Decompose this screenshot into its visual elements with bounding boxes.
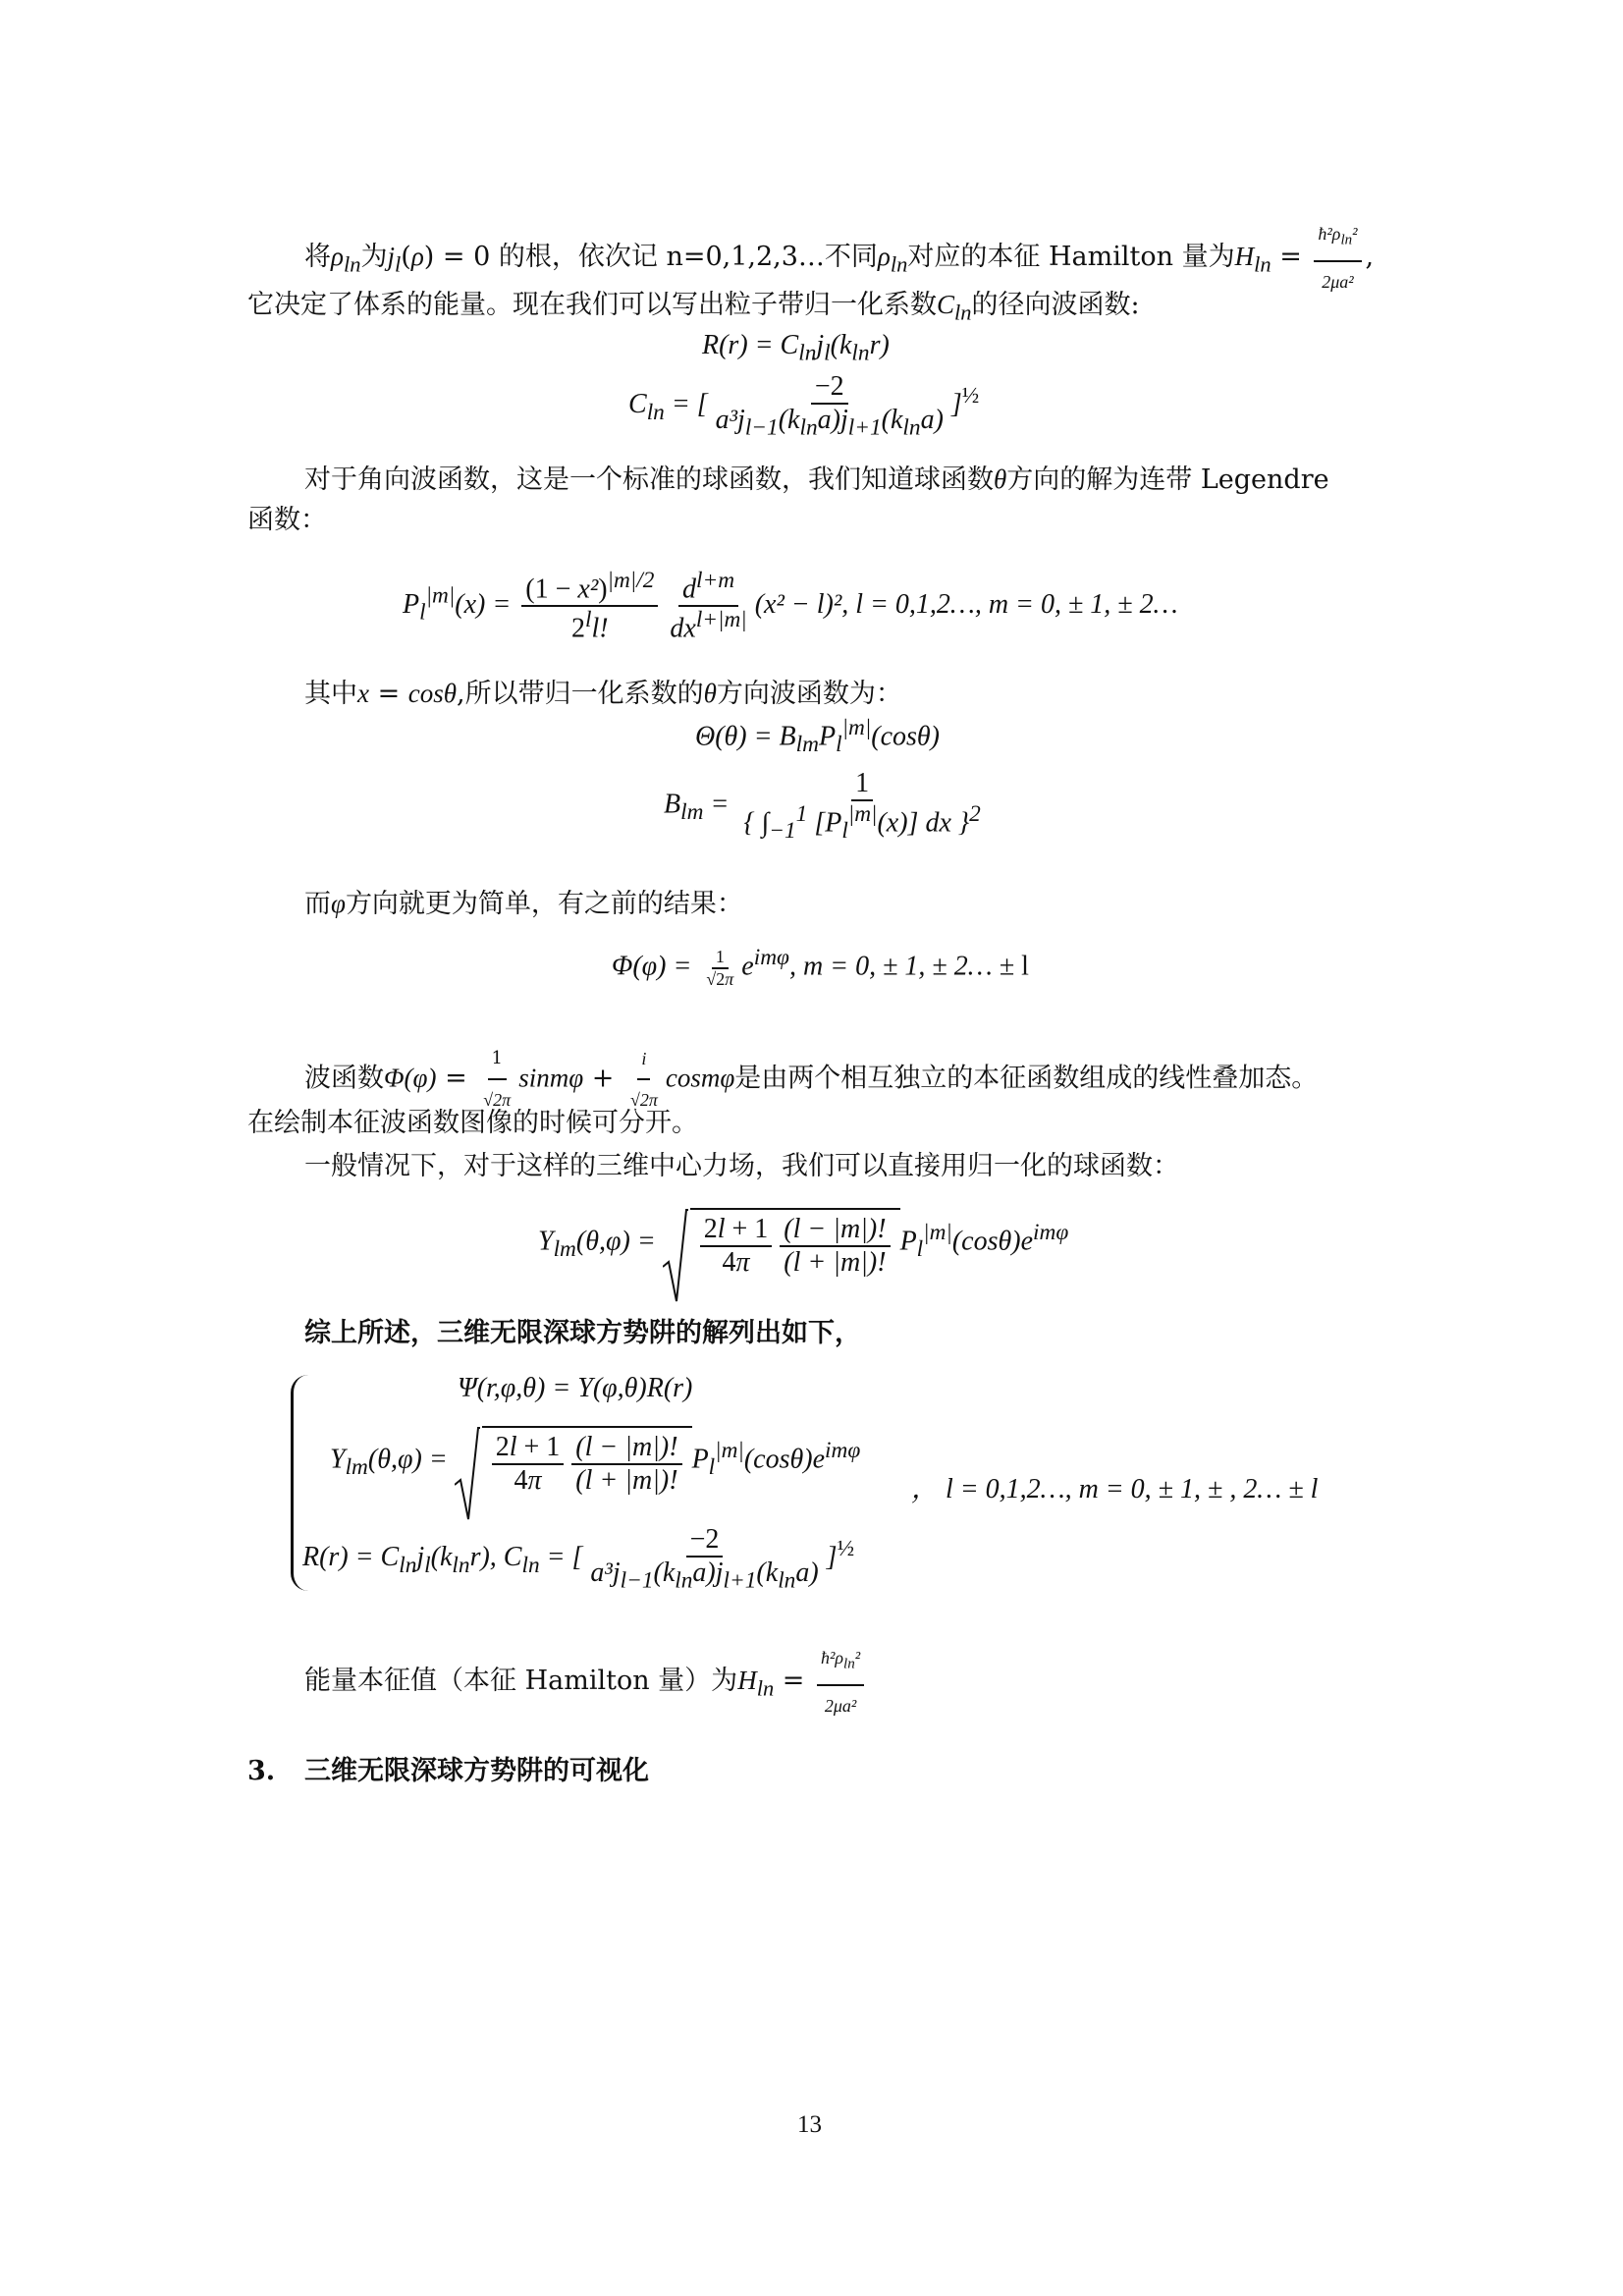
paragraph-5-line-1: 波函数Φ(φ) = $\frac{1}{√2\pi}$ sinmφ + $\frac{i}{√2\pi}$ cosmφ是由两个相互独立的本征函数组成的线性叠加态。 bbox=[304, 1039, 1318, 1120]
paragraph-2-line-2: 函数： bbox=[247, 505, 327, 535]
energy-line: 能量本征值（本征 Hamilton 量）为$H_{ln}$ = $\frac{ħ^2\rho_{ln}^2}{\text{2μa²}}$ bbox=[304, 1638, 868, 1725]
sqrt-sign-icon bbox=[455, 1426, 480, 1524]
paragraph-2-line-1: 对于角向波函数，这是一个标准的球函数，我们知道球函数θ方向的解为连带 Legendre bbox=[304, 465, 1329, 495]
paragraph-3: 其中x = cosθ,所以带归一化系数的θ方向波函数为： bbox=[304, 679, 902, 709]
page-number: 13 bbox=[797, 2111, 822, 2138]
system-row-1: Ψ(r,φ,θ) = Y(φ,θ)R(r) bbox=[458, 1373, 693, 1403]
system-row-2: $Y_{lm}(\theta,\varphi)$ = $\frac{2l + 1}{4\pi}$ $\frac{(l - |m|)!}{(l + |m|)!}$ $P_l^{|m|}(\cos\theta)e^{im\varphi}$ bbox=[330, 1426, 860, 1497]
system-condition: ， l = 0,1,2…, m = 0, ± 1, ± , 2… ± l bbox=[911, 1474, 1319, 1504]
equation-normalization-b: $B_{lm}$ = $\frac{1}{\{ \int_{-1}^1 [P_l^{|m|}(x)] dx \}^2}$ bbox=[664, 768, 981, 844]
paragraph-1-line-1: 将$\rho_{ln}$为$j_l(\rho) = 0$ 的根，依次记 n=0,1,2,3…不同$\rho_{ln}$对应的本征 Hamilton 量为$H_{ln}$ = $\frac{ħ^2\rho_{ln}^2}{\text{2μa²}}$ , bbox=[304, 214, 1374, 301]
equation-normalization-c: $C_{ln}$ = [ $\frac{-2}{a^3j_{l-1}(k_{ln}a)j_{l+1}(k_{ln}a)}$ ]$^{\frac{1}{2}}$ bbox=[628, 371, 980, 441]
paragraph-4: 而φ方向就更为简单，有之前的结果： bbox=[304, 889, 743, 919]
section-title: 三维无限深球方势阱的可视化 bbox=[304, 1756, 649, 1786]
equation-phi: Φ(φ) = $\frac{1}{√2\pi}$ $e^{im\varphi}$, m = 0, ± 1, ± 2… ± l bbox=[612, 945, 1029, 989]
equation-radial: $R(r) = C_{ln}j_l(k_{ln}r)$ bbox=[702, 330, 890, 366]
sqrt-sign-icon bbox=[663, 1208, 688, 1306]
equation-legendre: $P_l^{|m|}(x)$ = $\frac{(1 - x^2)^{|m|/2}}{2^ll!}$ $\frac{d^{l+m}}{dx^{l+|m|}}$ (x² − l)², l = 0,1,2…, m = 0, ± 1, ± 2… bbox=[403, 568, 1178, 644]
section-number: 3. bbox=[247, 1756, 276, 1786]
paragraph-5-line-2: 在绘制本征波函数图像的时候可分开。 bbox=[247, 1108, 698, 1138]
summary-heading: 综上所述，三维无限深球方势阱的解列出如下， bbox=[304, 1318, 861, 1348]
equation-spherical-harmonic: $Y_{lm}(\theta,\varphi)$ = $\frac{2l + 1}{4\pi}$ $\frac{(l - |m|)!}{(l + |m|)!}$ $P_l^{|m|}(\cos\theta)e^{im\varphi}$ bbox=[538, 1208, 1068, 1279]
paragraph-1-line-2: 它决定了体系的能量。现在我们可以写出粒子带归一化系数$C_{ln}$的径向波函数: bbox=[247, 290, 1140, 325]
paragraph-6: 一般情况下，对于这样的三维中心力场，我们可以直接用归一化的球函数： bbox=[304, 1151, 1179, 1181]
equation-theta: $\Theta(\theta) = B_{lm}P_l^{|m|}(\cos\theta)$ bbox=[695, 715, 940, 757]
system-row-3: $R(r) = C_{ln}j_l(k_{ln}r)$, $C_{ln}$ = [ $\frac{-2}{a^3j_{l-1}(k_{ln}a)j_{l+1}(k_{ln}a)}$ ]$^{\frac{1}{2}}$ bbox=[302, 1524, 855, 1594]
